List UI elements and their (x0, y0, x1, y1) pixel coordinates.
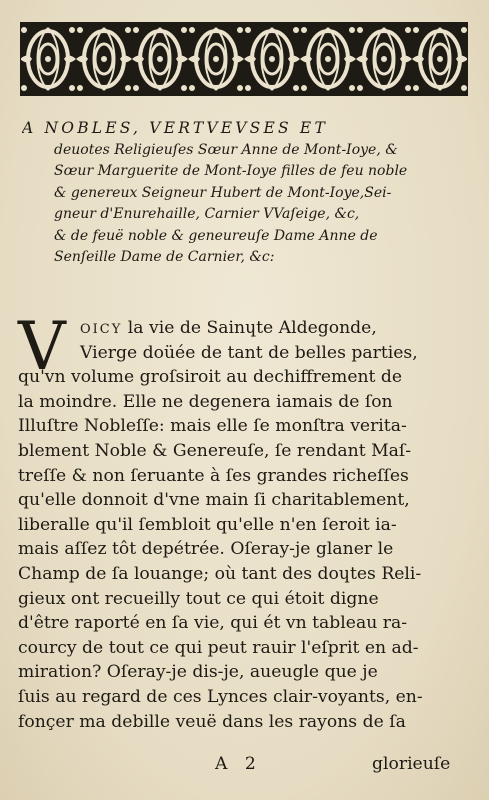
body-line: treſſe & non ſeruante à ſes grandes richeſſes (18, 465, 409, 486)
body-line: d'être raporté en ſa vie, qui ét vn tableau ra- (18, 613, 408, 634)
body-line: la moindre. Elle ne degenera iamais de ſon (18, 391, 393, 412)
dedication (22, 118, 462, 269)
dedication-line: & de feuë noble & geneureuſe Dame Anne de (54, 227, 378, 244)
body-line: Champ de ſa louange; où tant des doɥtes Reli- (18, 563, 422, 584)
body-line: gieux ont recueilly tout ce qui étoit digne (18, 588, 379, 609)
body-line: blement Noble & Genereuſe, ſe rendant Maſ- (18, 440, 412, 461)
dedication-line: Senſeille Dame de Carnier, &c: (54, 249, 275, 265)
dedication-line: & genereux Seigneur Hubert de Mont-Ioye,Sei- (54, 184, 392, 201)
page-footer (0, 754, 489, 784)
dedication-title: A NOBLES, VERTVEVSES ET (22, 119, 328, 137)
body-line: Vierge doüée de tant de belles parties, (80, 342, 418, 363)
body-line: qu'vn volume groſsiroit au dechiffrement de (18, 367, 403, 388)
body-line: fonçer ma debille veuë dans les rayons de ſa (18, 711, 406, 732)
signature-mark: A 2 (215, 754, 262, 774)
body-line: Illuſtre Nobleſſe: mais elle ſe monſtra verita- (18, 416, 407, 437)
body-text (18, 308, 468, 734)
dedication-line: gneur d'Enurehaille, Carnier VVaſeige, &c, (54, 206, 360, 222)
body-line: qu'elle donnoit d'vne main ſi charitablement, (18, 490, 410, 511)
first-word: OICY (80, 322, 123, 337)
ornament-headband (20, 22, 468, 96)
body-line: ſuis au regard de ces Lynces clair-voyants, en- (18, 686, 423, 707)
dedication-line: Sœur Marguerite de Mont-Ioye filles de feu noble (54, 163, 408, 179)
body-line: liberalle qu'il ſembloit qu'elle n'en ſeroit ia- (18, 514, 397, 535)
drop-cap: V (18, 308, 66, 385)
body-line: miration? Oſeray-je dis-je, aueugle que je (18, 662, 378, 683)
body-line: OICY la vie de Sainɥte Aldegonde, (80, 318, 377, 338)
body-line: mais aſſez tôt depétrée. Oſeray-je glaner le (18, 539, 394, 560)
dedication-line: deuotes Religieuſes Sœur Anne de Mont-Ioye, & (54, 141, 398, 158)
catchword: glorieuſe (372, 754, 451, 774)
body-line: courcy de tout ce qui peut rauir l'eſprit en ad- (18, 637, 419, 658)
